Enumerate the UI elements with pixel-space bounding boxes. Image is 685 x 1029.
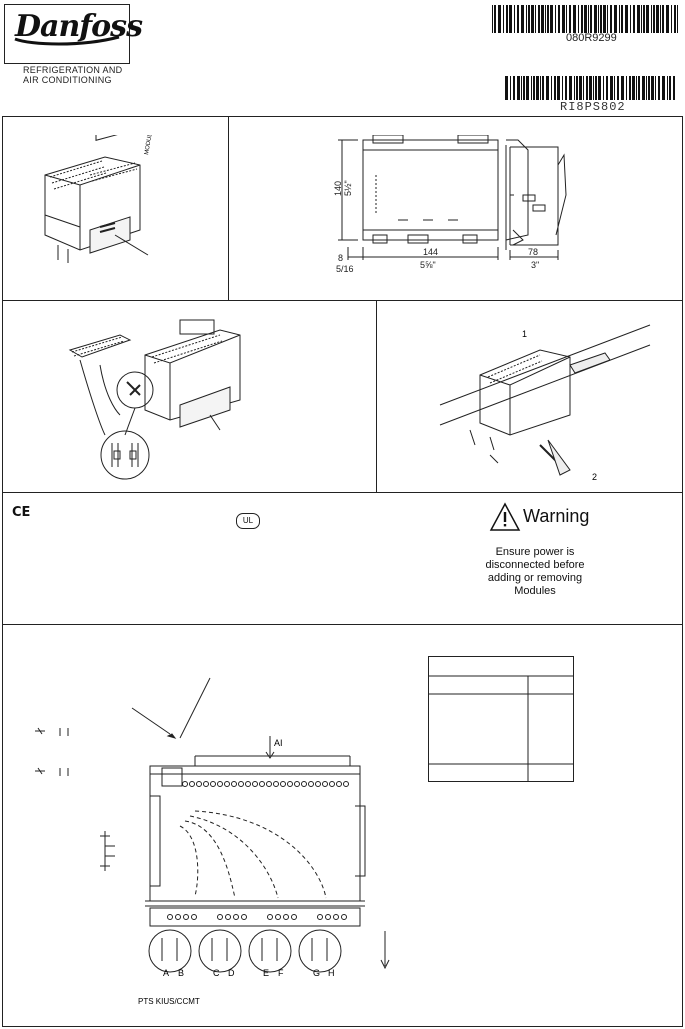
barcode-icon (505, 76, 675, 100)
width-mm: 144 (423, 247, 439, 257)
warning-triangle-icon (489, 502, 521, 532)
module-connection-illustration (60, 315, 360, 485)
terminal-a: A (163, 968, 170, 978)
warning-title: Warning (523, 506, 590, 526)
dimension-drawing (328, 135, 668, 285)
terminal-b: B (178, 968, 185, 978)
terminal-g: G (313, 968, 321, 978)
depth-in: 3" (531, 260, 540, 270)
ul-mark-text: UL (242, 516, 254, 525)
terminal-f: F (278, 968, 284, 978)
terminal-e: E (263, 968, 270, 978)
terminal-c: C (213, 968, 220, 978)
warning-text (470, 546, 600, 598)
wiring-diagram (20, 676, 420, 1016)
warning-line-4: Modules (514, 585, 556, 597)
barcode-icon (492, 5, 678, 33)
terminal-d: D (228, 968, 235, 978)
din-rail-mounting-illustration (430, 315, 670, 485)
step1-label: 1 (522, 329, 528, 339)
tagline-line1: REFRIGERATION AND (23, 65, 123, 75)
logo-box (4, 4, 142, 85)
height-in: 5½" (343, 180, 353, 196)
depth-mm: 78 (528, 247, 539, 257)
height-mm: 140 (333, 180, 343, 196)
module-isometric-illustration (30, 135, 220, 285)
divider-1 (2, 300, 683, 301)
svg-text:MODULE: MODULE (144, 135, 155, 156)
doc-code: RI8PS802 (560, 100, 626, 114)
warning-line-2: disconnected before (485, 559, 585, 571)
divider-v2 (376, 300, 377, 492)
step2-label: 2 (592, 472, 598, 482)
ul-mark (236, 513, 260, 529)
barcode-top (492, 5, 678, 33)
divider-2 (2, 492, 683, 493)
part-code: 080R9299 (566, 32, 617, 44)
width-in: 5⅝" (420, 260, 436, 270)
brand-name: Danfoss (15, 9, 142, 44)
spec-table (428, 656, 574, 782)
divider-3 (2, 624, 683, 625)
offset-mm: 8 (338, 253, 344, 263)
terminal-h: H (328, 968, 335, 978)
barcode-bottom (505, 76, 675, 100)
ai-label: AI (274, 738, 283, 748)
danfoss-logo (11, 9, 142, 47)
ce-mark: CE (12, 505, 31, 520)
warning-line-3: adding or removing (487, 572, 583, 584)
offset-in: 5/16 (336, 264, 354, 274)
warning-line-1: Ensure power is (495, 546, 575, 558)
wiring-footer-label: PTS KIUS/CCMT (138, 997, 200, 1006)
divider-v1 (228, 116, 229, 300)
tagline-line2: AIR CONDITIONING (23, 75, 112, 85)
